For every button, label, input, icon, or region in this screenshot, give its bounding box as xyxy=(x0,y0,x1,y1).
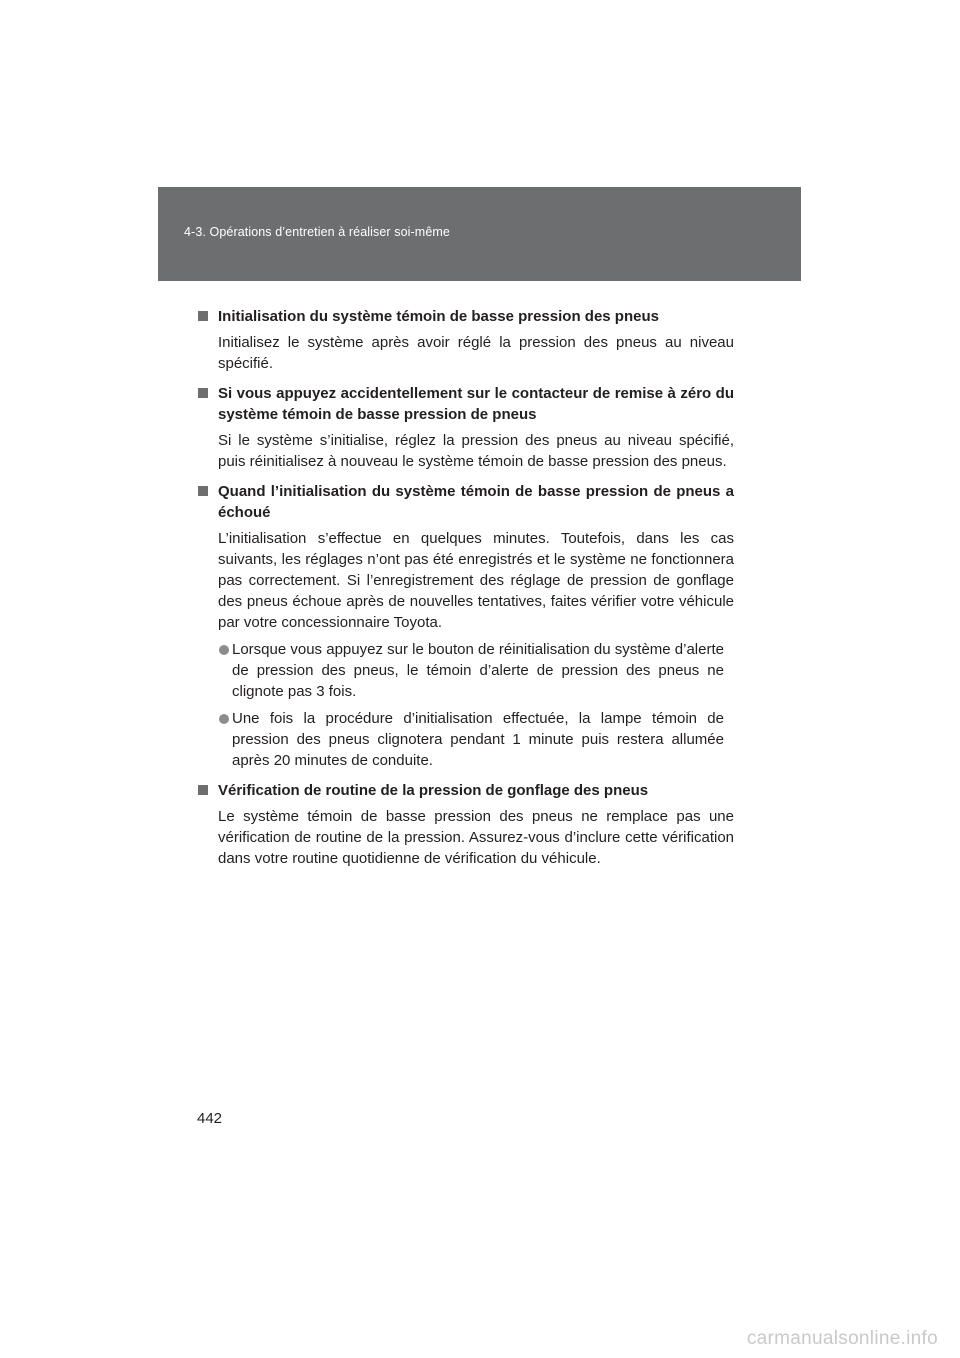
square-bullet-icon xyxy=(198,785,208,795)
section-title xyxy=(197,383,734,425)
section-title-text: Vérification de routine de la pression de gonflage des pneus xyxy=(218,782,649,799)
circle-bullet-icon xyxy=(219,645,229,655)
section-title xyxy=(197,780,734,801)
section-body: L’initialisation s’effectue en quelques minutes. Toutefois, dans les cas suivants, les réglages n’ont pas été enregistrés et le système ne fonctionnera pas correctement. Si l’enregistrement des réglage de pression de gonflage des pneus échoue après de nouvelles tentatives, faites vérifier votre véhicule par votre concessionnaire Toyota. xyxy=(218,530,734,631)
section-body: Si le système s’initialise, réglez la pression des pneus au niveau spécifié, puis réinitialisez à nouveau le système témoin de basse pression des pneus. xyxy=(218,432,734,470)
section-title xyxy=(197,306,734,327)
circle-bullet-icon xyxy=(219,714,229,724)
page-content xyxy=(197,306,734,869)
section-body: Le système témoin de basse pression des pneus ne remplace pas une vérification de routine de la pression. Assurez-vous d’inclure cette vérification dans votre routine quotidienne de vérification du véhicule. xyxy=(218,808,734,867)
section-title-text: Initialisation du système témoin de basse pression des pneus xyxy=(218,308,659,325)
section-accidental-reset xyxy=(197,383,734,472)
page-number: 442 xyxy=(197,1110,223,1127)
square-bullet-icon xyxy=(198,311,208,321)
list-item xyxy=(197,708,734,771)
section-title-text: Quand l’initialisation du système témoin de basse pression de pneus a échoué xyxy=(218,483,734,521)
section-routine-check xyxy=(197,780,734,869)
chapter-section-label: 4-3. Opérations d’entretien à réaliser soi-même xyxy=(184,225,450,239)
chapter-header-band xyxy=(158,187,801,281)
section-title-text: Si vous appuyez accidentellement sur le contacteur de remise à zéro du système témoin de basse pression de pneus xyxy=(218,385,734,423)
square-bullet-icon xyxy=(198,388,208,398)
watermark-link[interactable]: carmanualsonline.info xyxy=(746,1328,938,1349)
section-initialisation-failed xyxy=(197,481,734,771)
list-item xyxy=(197,639,734,702)
list-item-text: Lorsque vous appuyez sur le bouton de réinitialisation du système d’alerte de pression des pneus, le témoin d’alerte de pression des pneus ne clignote pas 3 fois. xyxy=(232,641,724,700)
list-item-text: Une fois la procédure d’initialisation effectuée, la lampe témoin de pression des pneus clignotera pendant 1 minute puis restera allumée après 20 minutes de conduite. xyxy=(232,710,724,769)
section-initialisation xyxy=(197,306,734,374)
section-body: Initialisez le système après avoir réglé la pression des pneus au niveau spécifié. xyxy=(218,334,734,372)
section-title xyxy=(197,481,734,523)
square-bullet-icon xyxy=(198,486,208,496)
